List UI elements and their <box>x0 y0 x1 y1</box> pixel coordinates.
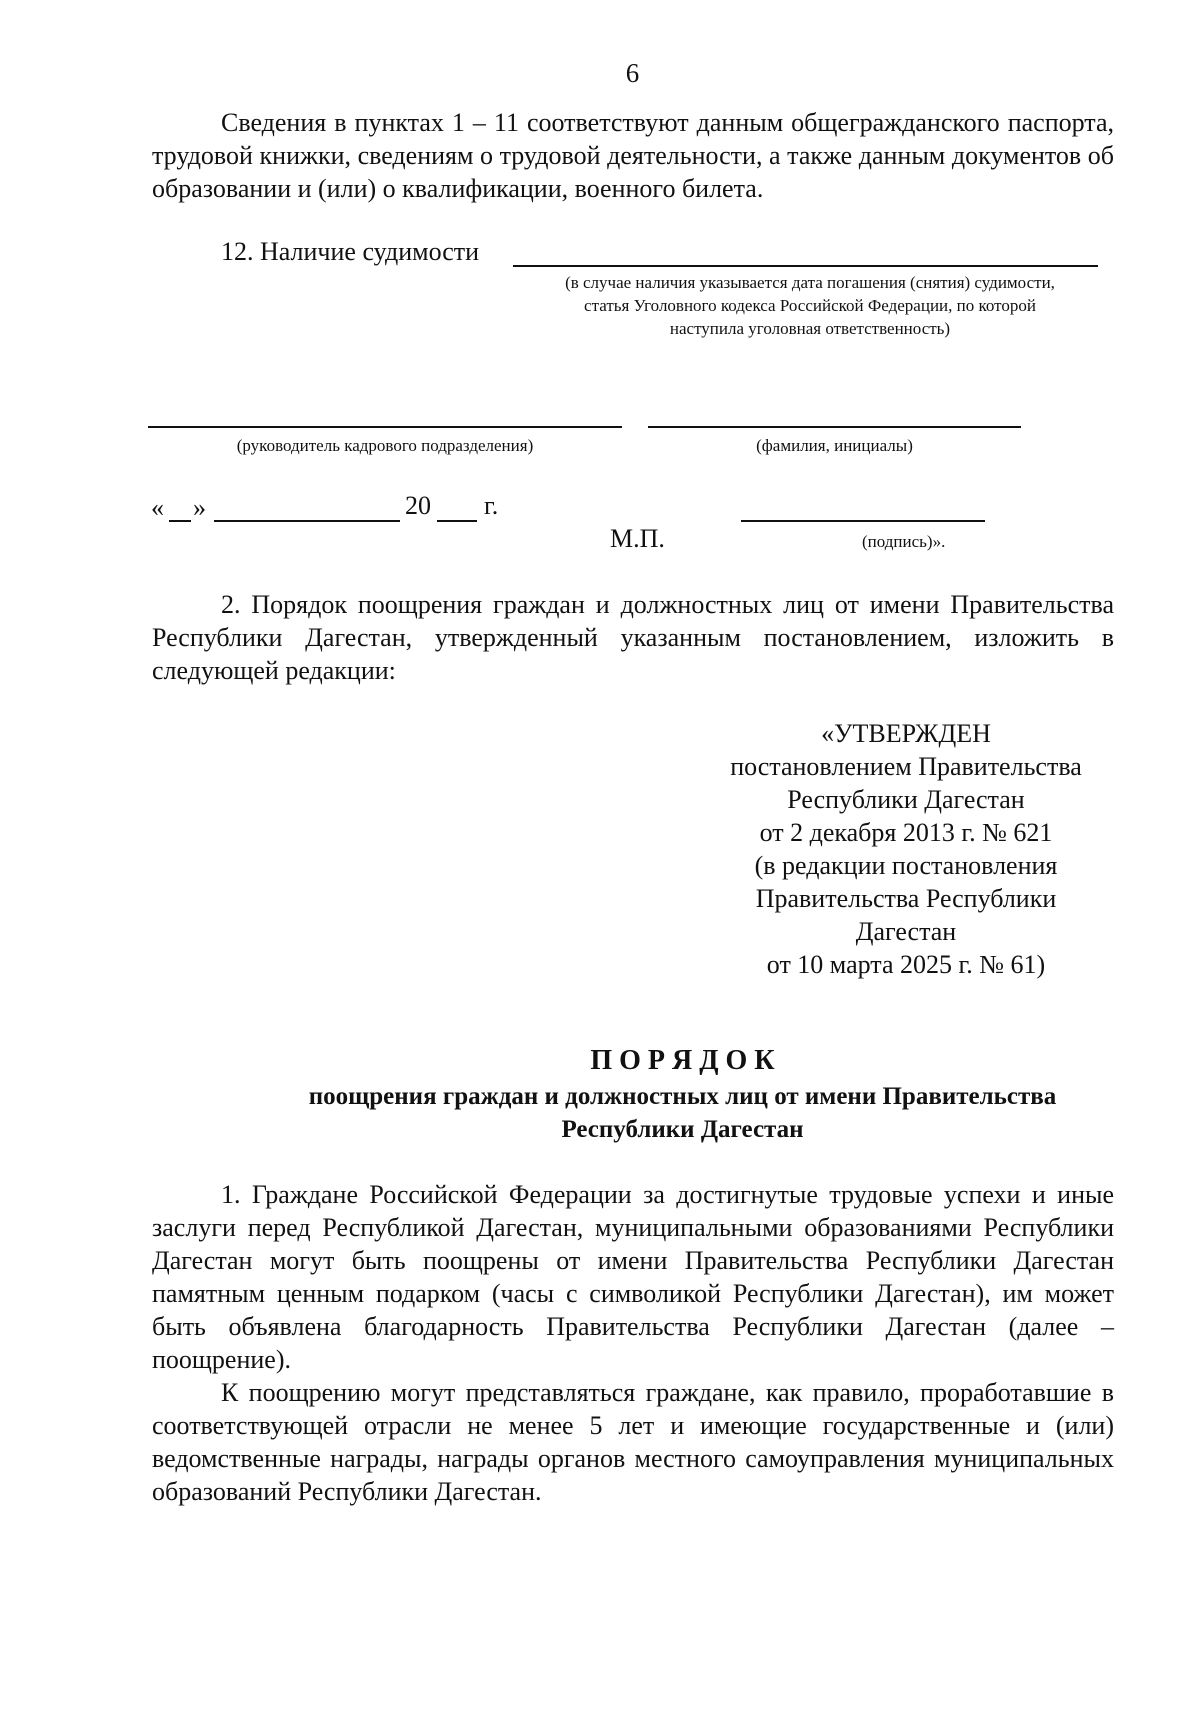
hr-head-caption: (руководитель кадрового подразделения) <box>236 436 534 455</box>
approval-line: Дагестан <box>855 917 957 946</box>
date-year-line <box>437 520 477 522</box>
approval-line: (в редакции постановления <box>754 851 1058 880</box>
criminal-record-note: (в случае наличия указывается дата погашения (снятия) судимости, статья Уголовного кодекса Российской Федерации, по которой наступила уголовная ответственность) <box>565 273 1055 338</box>
hr-head-line <box>148 426 622 428</box>
signature-line <box>741 520 985 522</box>
date-month-line <box>214 520 400 522</box>
intro-paragraph: Сведения в пунктах 1 – 11 соответствуют данным общегражданского паспорта, трудовой книжки, сведениям о трудовой деятельности, а также данным документов об образовании и (или) о квалификации, военного билета. <box>152 108 1114 203</box>
approval-block <box>700 717 1112 981</box>
approval-line: Правительства Республики <box>755 884 1057 913</box>
criminal-record-label: 12. Наличие судимости <box>221 237 480 266</box>
body-paragraph: 1. Граждане Российской Федерации за достигнутые трудовые успехи и иные заслуги перед Республикой Дагестан, муниципальными образованиями Республики Дагестан могут быть поощрены от имени Правительства Республики Дагестан памятным ценным подарком (часы с символикой Республики Дагестан), им может быть объявлена благодарность Правительства Республики Дагестан (далее – поощрение). <box>152 1180 1114 1374</box>
name-line <box>648 426 1021 428</box>
date-open-quote: « <box>151 493 164 522</box>
date-year-prefix: 20 <box>405 491 431 520</box>
stamp-label: М.П. <box>610 524 665 553</box>
document-heading: П О Р Я Д О К <box>590 1045 775 1076</box>
criminal-record-line <box>513 265 1098 267</box>
name-caption: (фамилия, инициалы) <box>756 436 913 455</box>
date-close-quote: » <box>193 493 206 522</box>
approval-line: «УТВЕРЖДЕН <box>821 719 991 748</box>
page-number: 6 <box>625 58 640 88</box>
body-paragraph: К поощрению могут представляться граждане, как правило, проработавшие в соответствующей отрасли не менее 5 лет и имеющие государственные и (или) ведомственные награды, награды органов местного самоуправления муниципальных образований Республики Дагестан. <box>152 1378 1114 1506</box>
date-year-suffix: г. <box>484 491 499 520</box>
approval-line: постановлением Правительства <box>730 752 1082 781</box>
date-day-line <box>169 520 191 522</box>
approval-line: от 10 марта 2025 г. № 61) <box>766 950 1046 979</box>
approval-line: от 2 декабря 2013 г. № 621 <box>759 818 1053 847</box>
section-two-paragraph: 2. Порядок поощрения граждан и должностных лиц от имени Правительства Республики Дагестан, утвержденный указанным постановлением, изложить в следующей редакции: <box>152 590 1114 685</box>
signature-caption: (подпись)». <box>862 532 946 551</box>
body-section <box>0 1178 1200 1508</box>
approval-line: Республики Дагестан <box>787 785 1025 814</box>
document-title-line2: Республики Дагестан <box>561 1116 804 1143</box>
document-title-line1: поощрения граждан и должностных лиц от имени Правительства <box>308 1083 1057 1110</box>
